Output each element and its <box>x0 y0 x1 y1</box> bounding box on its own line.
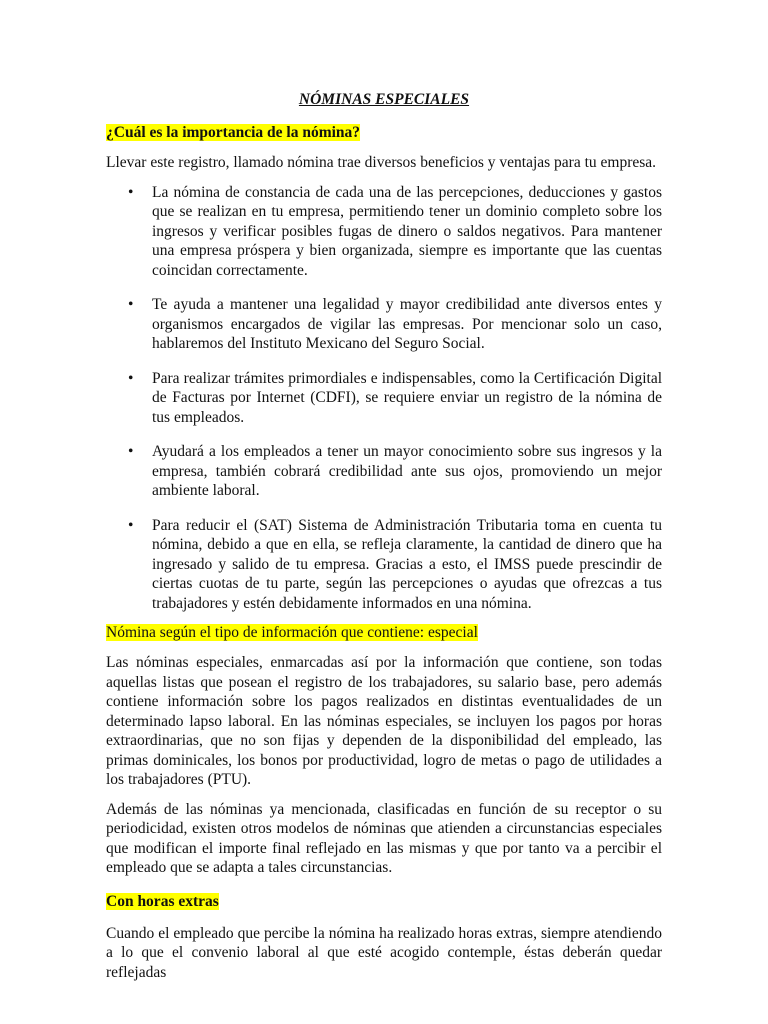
list-item <box>106 442 662 501</box>
bullet-icon: • <box>128 369 134 387</box>
list-item <box>106 183 662 281</box>
intro-paragraph: Llevar este registro, llamado nómina trae diversos beneficios y ventajas para tu empresa. <box>106 154 657 171</box>
special-paragraph-2: Además de las nóminas ya mencionada, clasificadas en función de su receptor o su periodicidad, existen otros modelos de nóminas que atienden a circunstancias especiales que modifican el importe final reflejado en las mismas y que por tanto va a percibir el empleado que se adapta a tales circunstancias. <box>106 800 662 876</box>
list-item <box>106 295 662 354</box>
bullet-icon: • <box>128 516 134 534</box>
bullet-icon: • <box>128 296 134 313</box>
overtime-paragraph: Cuando el empleado que percibe la nómina ha realizado horas extras, siempre atendiendo a lo que el convenio laboral al que esté acogido contemple, éstas deberán quedar reflejadas <box>106 924 662 981</box>
bullet-icon: • <box>128 183 134 201</box>
section-heading-overtime <box>106 892 662 912</box>
list-item-text: Para realizar trámites primordiales e indispensables, como la Certificación Digital de Facturas por Internet (CDFI), se requiere enviar un registro de la nómina de tus empleados. <box>152 369 662 426</box>
section-heading-importance <box>106 123 662 143</box>
section-heading-special <box>106 623 662 643</box>
special-paragraph-1: Las nóminas especiales, enmarcadas así por la información que contiene, son todas aquellas listas que posean el registro de los trabajadores, su salario base, pero además contiene información sobre los pagos realizados en distintas eventualidades de un determinado lapso laboral. En las nóminas especiales, se incluyen los pagos por horas extraordinarias, que no son fijas y dependen de la disponibilidad del empleado, las primas dominicales, los bonos por productividad, logro de metas o pago de utilidades a los trabajadores (PTU). <box>106 654 662 788</box>
highlighted-heading-text: Nómina según el tipo de información que contiene: especial <box>106 624 478 641</box>
list-item-text: Ayudará a los empleados a tener un mayor conocimiento sobre sus ingresos y la empresa, también cobrará credibilidad ante sus ojos, promoviendo un mejor ambiente laboral. <box>152 443 662 499</box>
list-item <box>106 369 662 428</box>
page-title: NÓMINAS ESPECIALES <box>298 91 470 108</box>
highlighted-heading-text: Con horas extras <box>106 892 219 910</box>
list-item <box>106 516 662 614</box>
highlighted-heading-text: ¿Cuál es la importancia de la nómina? <box>106 124 361 141</box>
list-item-text: Para reducir el (SAT) Sistema de Administración Tributaria toma en cuenta tu nómina, debido a que en ella, se refleja claramente, la cantidad de dinero que ha ingresado y salido de tu empresa. Gracias a esto, el IMSS puede prescindir de ciertas cuotas de tu parte, según las percepciones o ayudas que ofrezcas a tus trabajadores y estén debidamente informados en una nómina. <box>152 516 662 612</box>
benefits-list <box>106 183 662 614</box>
bullet-icon: • <box>128 443 134 460</box>
list-item-text: La nómina de constancia de cada una de las percepciones, deducciones y gastos que se realizan en tu empresa, permitiendo tener un dominio completo sobre los ingresos y verificar posibles fugas de dinero o saldos negativos. Para mantener una empresa próspera y bien organizada, siempre es importante que las cuentas coincidan correctamente. <box>152 183 662 279</box>
list-item-text: Te ayuda a mantener una legalidad y mayor credibilidad ante diversos entes y organismos encargados de vigilar las empresas. Por mencionar solo un caso, hablaremos del Instituto Mexicano del Seguro Social. <box>152 296 662 352</box>
